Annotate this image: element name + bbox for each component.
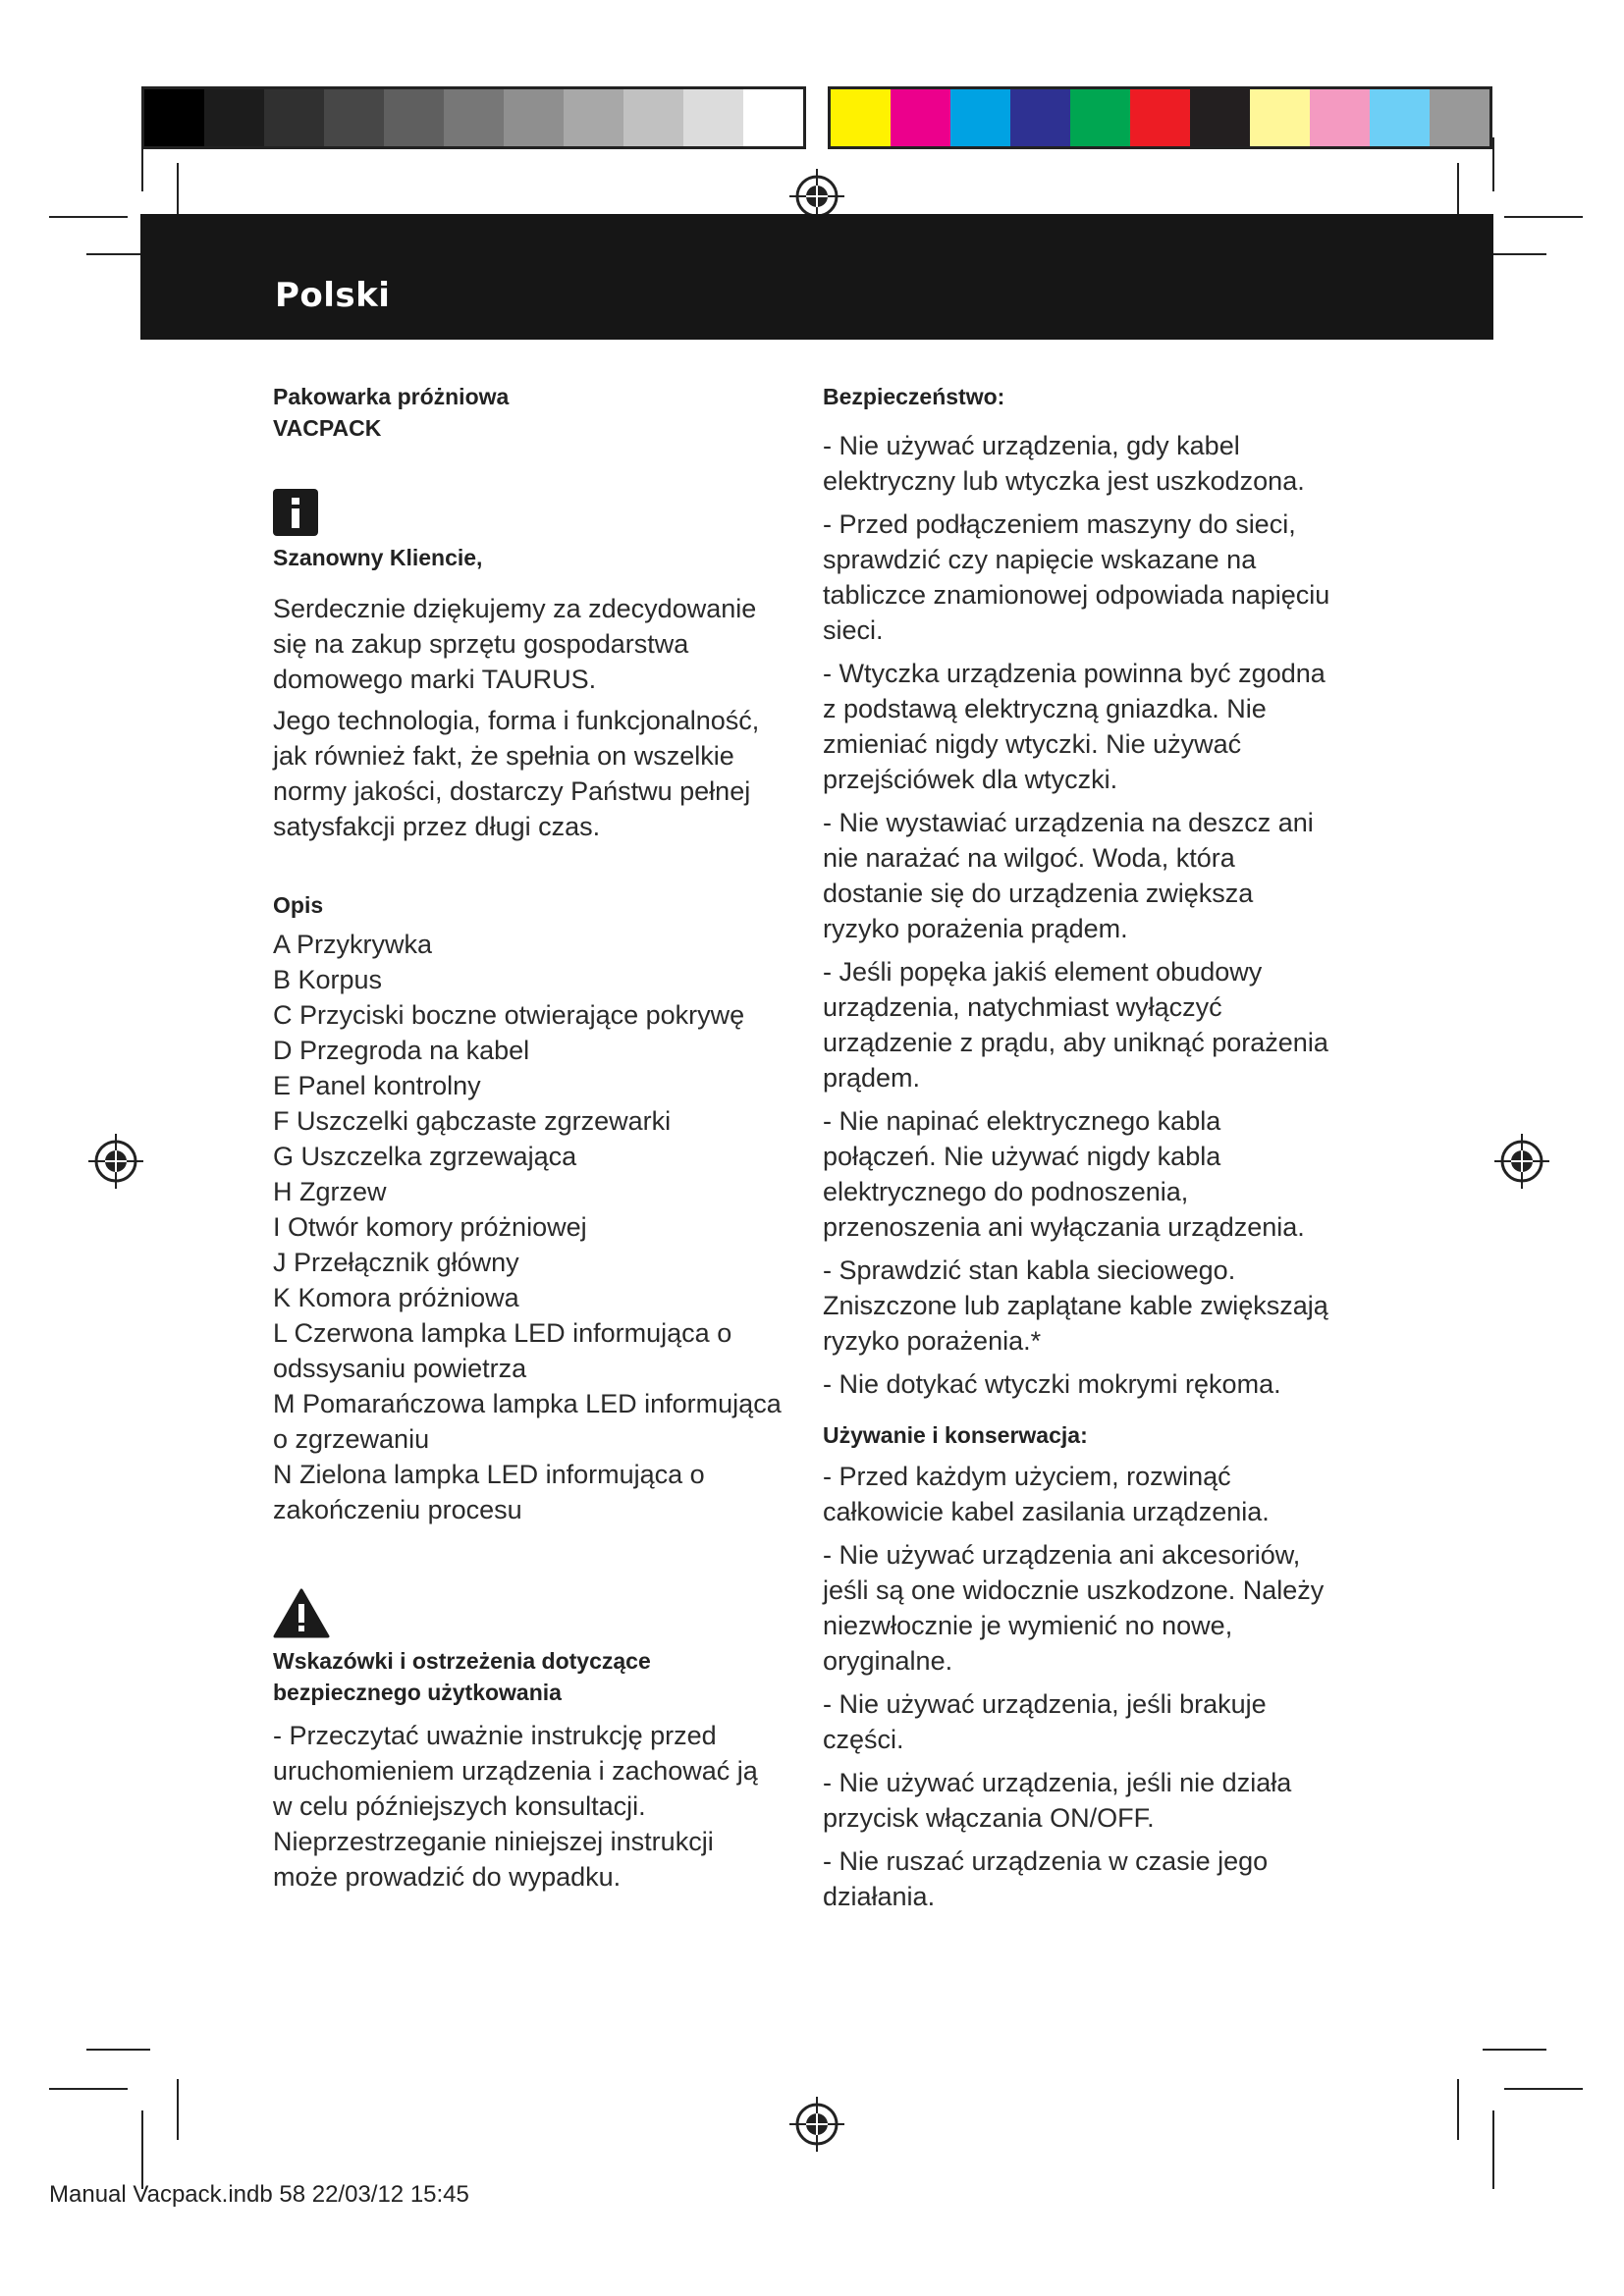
crop-mark (49, 216, 128, 218)
gray-swatch (444, 89, 504, 146)
crop-mark (1504, 216, 1583, 218)
safety-warnings-title: Wskazówki i ostrzeżenia dotyczące bezpiecznego użytkowania (273, 1648, 651, 1705)
info-icon (273, 489, 318, 536)
gray-swatch (204, 89, 264, 146)
list-item: - Nie używać urządzenia, gdy kabel elektryczny lub wtyczka jest uszkodzona. (823, 431, 1305, 496)
color-swatch (1010, 89, 1070, 146)
list-item: - Nie wystawiać urządzenia na deszcz ani nie narażać na wilgoć. Woda, która dostanie się do urządzenia zwiększa ryzyko porażenia prądem. (823, 808, 1314, 943)
list-item: - Przed każdym użyciem, rozwinąć całkowicie kabel zasilania urządzenia. (823, 1462, 1270, 1526)
crop-mark (49, 2088, 128, 2090)
crop-mark (141, 137, 143, 191)
product-name: Pakowarka próżniowa (273, 384, 510, 409)
registration-mark-icon (787, 2095, 846, 2154)
list-item: - Nie napinać elektrycznego kabla połączeń. Nie używać nigdy kabla elektrycznego do podnoszenia, przenoszenia ani wyłączania urządzenia. (823, 1106, 1305, 1242)
safety-list (823, 428, 1333, 1402)
list-item: L Czerwona lampka LED informująca o odssysaniu powietrza (273, 1318, 732, 1383)
list-item: C Przyciski boczne otwierające pokrywę (273, 1000, 745, 1030)
color-swatch (1370, 89, 1430, 146)
registration-mark-icon (86, 1132, 145, 1191)
color-swatch (891, 89, 950, 146)
gray-swatch (504, 89, 564, 146)
color-swatch (1070, 89, 1130, 146)
list-item: E Panel kontrolny (273, 1071, 481, 1100)
warning-icon (273, 1588, 330, 1639)
list-item: B Korpus (273, 965, 383, 994)
crop-mark (86, 2049, 150, 2051)
greeting: Szanowny Kliencie, (273, 545, 483, 570)
color-swatch (1430, 89, 1489, 146)
list-item: K Komora próżniowa (273, 1283, 519, 1312)
crop-mark (1492, 137, 1494, 191)
gray-swatch (564, 89, 623, 146)
list-item: - Wtyczka urządzenia powinna być zgodna z podstawą elektryczną gniazdka. Nie zmieniać nigdy wtyczki. Nie używać przejściówek dla wtyczki. (823, 659, 1326, 794)
list-item: G Uszczelka zgrzewająca (273, 1142, 577, 1171)
list-item: H Zgrzew (273, 1177, 387, 1206)
intro-paragraph: Jego technologia, forma i funkcjonalność, jak również fakt, że spełnia on wszelkie normy jakości, dostarczy Państwu pełnej satysfakcji przez długi czas. (273, 706, 760, 841)
list-item: - Nie ruszać urządzenia w czasie jego działania. (823, 1846, 1269, 1911)
gray-swatch (683, 89, 743, 146)
gray-swatch (384, 89, 444, 146)
product-model: VACPACK (273, 415, 382, 441)
crop-mark (141, 2110, 143, 2189)
gray-swatch (623, 89, 683, 146)
list-item: - Jeśli popęka jakiś element obudowy urządzenia, natychmiast wyłączyć urządzenie z prądu, aby uniknąć porażenia prądem. (823, 957, 1328, 1093)
color-swatch (1190, 89, 1250, 146)
list-item: - Sprawdzić stan kabla sieciowego. Zniszczone lub zaplątane kable zwiększają ryzyko porażenia.* (823, 1255, 1328, 1356)
crop-mark (1457, 2079, 1459, 2140)
print-slug: Manual Vacpack.indb 58 22/03/12 15:45 (49, 2181, 469, 2208)
registration-mark-icon (1492, 1132, 1551, 1191)
color-swatch (831, 89, 891, 146)
color-swatch (1130, 89, 1190, 146)
list-item: I Otwór komory próżniowej (273, 1212, 587, 1242)
crop-mark (177, 2079, 179, 2140)
left-column (273, 381, 784, 1895)
color-swatch (950, 89, 1010, 146)
safety-title: Bezpieczeństwo: (823, 384, 1005, 409)
parts-list (273, 927, 784, 1527)
crop-mark (1483, 2049, 1546, 2051)
process-color-bar (828, 86, 1492, 149)
gray-swatch (264, 89, 324, 146)
gray-swatch (743, 89, 803, 146)
intro-paragraph: Serdecznie dziękujemy za zdecydowanie się na zakup sprzętu gospodarstwa domowego marki TAURUS. (273, 594, 757, 694)
list-item: - Nie dotykać wtyczki mokrymi rękoma. (823, 1369, 1281, 1399)
warning-paragraph: - Przeczytać uważnie instrukcję przed uruchomieniem urządzenia i zachować ją w celu późniejszych konsultacji. Nieprzestrzeganie niniejszej instrukcji może prowadzić do wypadku. (273, 1721, 758, 1892)
list-item: - Nie używać urządzenia ani akcesoriów, jeśli są one widocznie uszkodzone. Należy niezwłocznie je wymienić no nowe, oryginalne. (823, 1540, 1325, 1676)
grayscale-color-bar (141, 86, 806, 149)
crop-mark (1504, 2088, 1583, 2090)
list-item: M Pomarańczowa lampka LED informująca o zgrzewaniu (273, 1389, 782, 1454)
gray-swatch (144, 89, 204, 146)
list-item: N Zielona lampka LED informująca o zakończeniu procesu (273, 1460, 705, 1524)
list-item: F Uszczelki gąbczaste zgrzewarki (273, 1106, 672, 1136)
list-item: - Przed podłączeniem maszyny do sieci, sprawdzić czy napięcie wskazane na tabliczce znamionowej odpowiada napięciu sieci. (823, 509, 1330, 645)
list-item: A Przykrywka (273, 930, 433, 959)
usage-list (823, 1459, 1333, 1914)
crop-mark (1492, 2110, 1494, 2189)
usage-title: Używanie i konserwacja: (823, 1422, 1088, 1448)
right-column (823, 381, 1333, 1922)
list-item: - Nie używać urządzenia, jeśli nie działa przycisk włączania ON/OFF. (823, 1768, 1292, 1833)
list-item: D Przegroda na kabel (273, 1036, 530, 1065)
description-title: Opis (273, 892, 324, 918)
color-swatch (1250, 89, 1310, 146)
language-title: Polski (275, 276, 391, 315)
color-swatch (1310, 89, 1370, 146)
list-item: J Przełącznik główny (273, 1248, 519, 1277)
gray-swatch (324, 89, 384, 146)
list-item: - Nie używać urządzenia, jeśli brakuje części. (823, 1689, 1267, 1754)
